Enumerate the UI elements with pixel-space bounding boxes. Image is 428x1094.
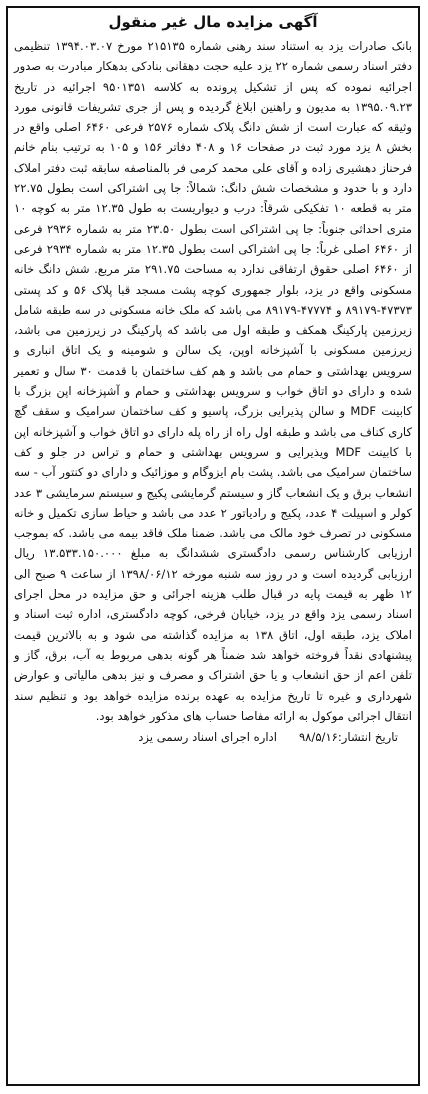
publish-date: تاریخ انتشار:۹۸/۵/۱۶ [298,730,398,745]
notice-footer [14,728,412,746]
notice-title: آگهی مزایده مال غیر منقول [108,13,318,31]
notice-body: بانک صادرات یزد به استناد سند رهنی شماره ۲۱۵۱۳۵ مورخ ۱۳۹۴.۰۳.۰۷ تنظیمی دفتر اسناد رسمی شماره ۲۲ یزد علیه حجت دهقانی بنادکی بدهکار مبادرت به صدور اجرائیه نموده که پس از تشکیل پرونده به کلاسه ۹۵۰۱۳۵۱ اجرائیه در تاریخ ۱۳۹۵.۰۹.۲۳ به مدیون و راهنین ابلاغ گردیده و پس از جری تشریفات قانونی مورد وثیقه که عبارت است از شش دانگ پلاک شماره ۲۵۷۶ فرعی ۶۴۶۰ اصلی واقع در بخش ۸ یزد مورد ثبت در صفحات ۱۶ و ۴۰۸ دفاتر ۱۵۶ و ۱۰۵ به ترتیب بنام خانم فرحناز دهشیری زاده و آقای علی محمد کرمی فر بالمناصفه سابقه ثبت دفتر املاک دارد و با حدود و مشخصات شش دانگ: شمالاً: جا پی اشتراکی است بطول ۲۲.۷۵ متر به قطعه ۱۰ تفکیکی شرقاً: درب و دیواریست به طول ۱۲.۳۵ متر به کوچه ۱۰ متری احداثی جنوباً: جا پی اشتراکی است بطول ۲۳.۵۰ متر به شماره ۲۹۳۶ فرعی از ۶۴۶۰ اصلی غرباً: جا پی اشتراکی است بطول ۱۲.۳۵ متر به شماره ۲۹۳۴ فرعی از ۶۴۶۰ اصلی حقوق ارتفاقی ندارد به مساحت ۲۹۱.۷۵ متر مربع. شش دانگ خانه مسکونی واقع در یزد، بلوار جمهوری کوچه پشت مسجد قبا پلاک ۵۶ و کد پستی ۴۷۳۷۳-۸۹۱۷۹ و ۴۷۷۷۴-۸۹۱۷۹ می باشد که ملک خانه مسکونی در سه طبقه شامل زیرزمین پارکینگ همکف و طبقه اول می باشد که پارکینگ در زیرزمین می باشد، زیرزمین مسکونی با آشپزخانه اوپن، یک سالن و شومینه و یک اتاق انباری و سرویس بهداشتی و حمام می باشد و هم کف ساختمان با قدمت ۳۰ سال و تعمیر شده و دارای دو اتاق خواب و سرویس بهداشتی و حمام و آشپزخانه اپن بزرگ با کابینت MDF و سالن پذیرایی بزرگ، پاسیو و کف ساختمان سرامیک و سقف گچ کاری کناف می باشد و طبقه اول راه از راه پله دارای دو اتاق خواب و آشپزخانه اپن با کابینت MDF ویذیرایی و سرویس بهداشتی و حمام و تراس در جلو و کف ساختمان سرامیک می باشد. پشت بام ایزوگام و موزائیک و دارای دو کنتور آب - سه انشعاب برق و یک انشعاب گاز و سیستم گرمایشی پکیج و سیستم سرمایشی ۳ عدد کولر و اسپیلت ۴ عدد، پکیج و رادیاتور ۲ عدد می باشد و حیاط سازی تکمیل و خانه مسکونی در تصرف خود مالک می باشد. ضمنا ملک فاقد بیمه می باشد. که بموجب ارزیابی کارشناس رسمی دادگستری ششدانگ به مبلغ ۱۳.۵۳۳.۱۵۰.۰۰۰ ریال ارزیابی گردیده است و در روز سه شنبه مورخه ۱۳۹۸/۰۶/۱۲ از ساعت ۹ صبح الی ۱۲ ظهر به قیمت پایه در قبال طلب هزینه اجرائی و حق مزایده در محل اجرای اسناد رسمی یزد واقع در یزد، خیابان فرخی، کوچه دادگستری، اداره ثبت اسناد و املاک یزد، طبقه اول، اتاق ۱۳۸ به مزایده گذاشته می شود و به بالاترین قیمت پیشنهادی نقداً فروخته خواهد شد ضمناً هر گونه بدهی مربوط به آب، برق، گاز و تلفن اعم از حق انشعاب و یا حق اشتراک و مصرف و نیز بدهی مالیاتی و عوارض شهرداری و غیره تا تاریخ مزایده به عهده برنده مزایده خواهد بود و تنظیم سند انتقال اجرائی موکول به ارائه مفاصا حساب های مذکور خواهد بود. [14,39,412,723]
auction-notice [6,6,420,1086]
issuer-name: اداره اجرای اسناد رسمی یزد [138,730,277,745]
